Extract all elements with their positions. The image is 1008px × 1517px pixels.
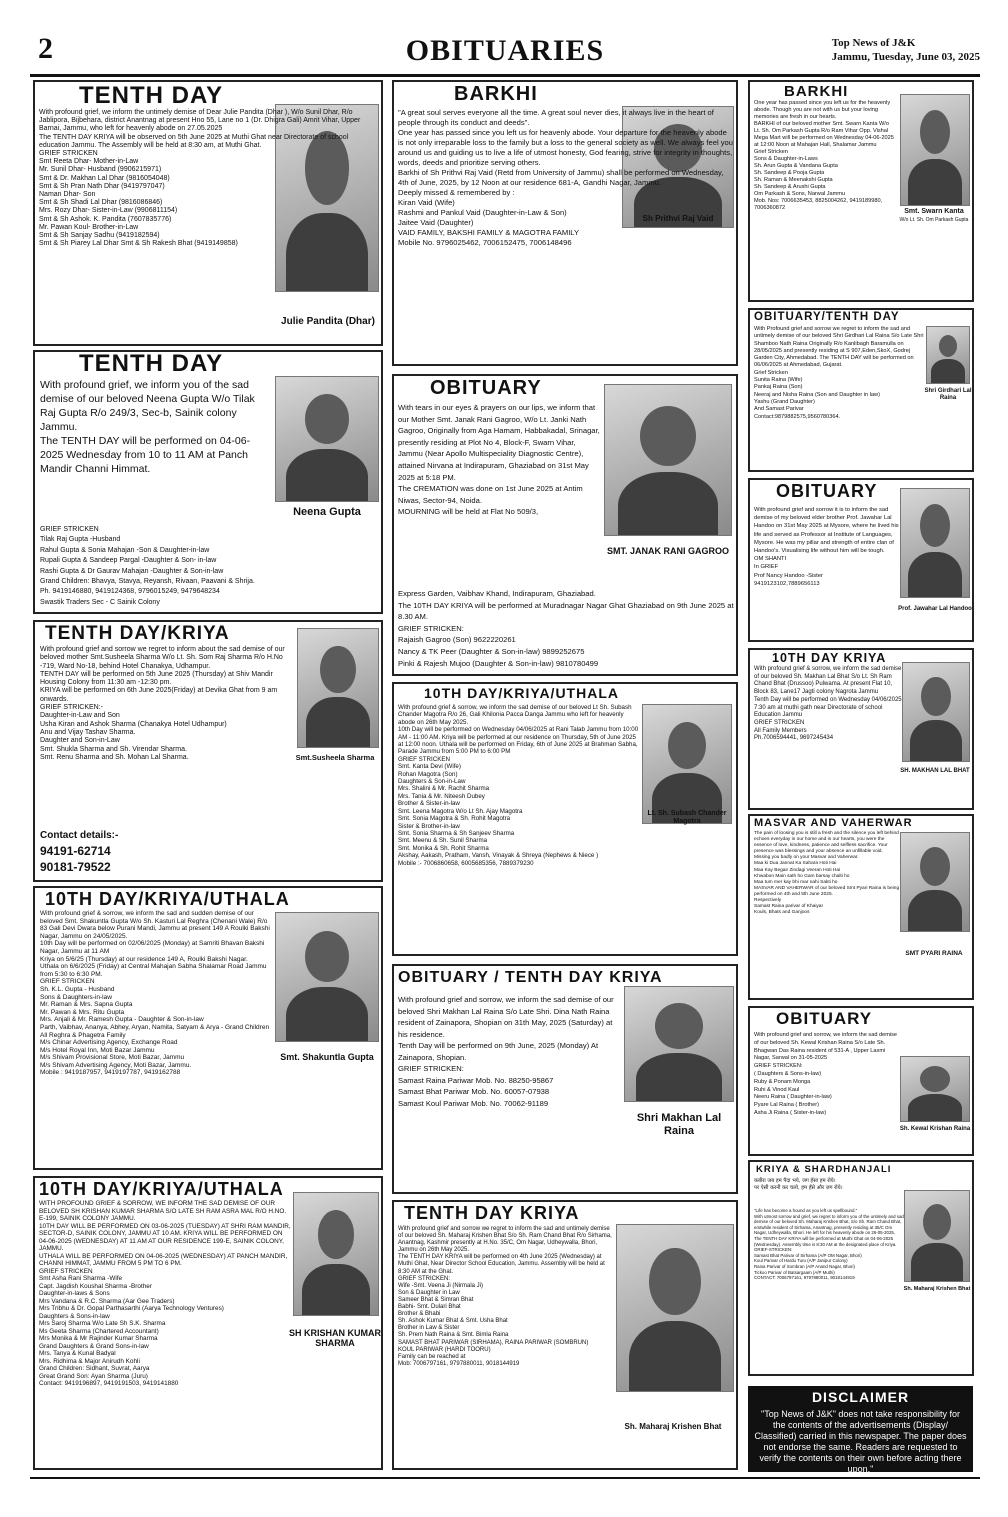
photo-caption: SMT PYARI RAINA	[905, 950, 963, 957]
ad-title: OBITUARY / TENTH DAY KRIYA	[398, 969, 663, 986]
ad-body: With Profound grief and sorrow we regret to inform the sad and untimely demise of our beloved Shri Girdhari Lal Raina S/o Late Shri Shamboo Nath Raina Originally R/o Kanlibagh Baramulla on 28/05/2025 and presently residing at S 907,Eden,SkoX, Godrej Garden City, Ahmedabad. The TENTH DAY will be performed on 06/06/2025 at Ahmedabad, Gujarat. Grief Stricken Sunita Raina (Wife) Pankaj Raina (Son) Neeraj and Nisha Raina (Son and Daughter in law) Yashu (Grand Daughter) And Samast Parivar Contact:9879882575,9560780364.	[754, 326, 924, 420]
ad-title: TENTH DAY KRIYA	[404, 1203, 580, 1223]
ad-title: 10TH DAY/KRIYA/UTHALA	[45, 889, 290, 909]
disclaimer-box	[748, 1386, 973, 1472]
ad-tenth-day-julie-pandita	[33, 80, 383, 346]
ad-body: With profound grief and sorrow we regret to inform the sad and untimely demise of our beloved Sh. Maharaj Krishen Bhat S/o Sh. Ram Chand Bhat R/o Sirhama, Anantnag, Kashmir presently at H.No. 35/C, Om Nagar, Udheywalla, Bhori, Jammu on 26th May 2025. The TENTH DAY KRIYA will be performed on 4th June 2025 (Wednesday) at Muthi Ghat, Near Director School Education, Jammu. Assembly will be held at 8:30 AM at the Ghat. GRIEF STRICKEN: Wife -Smt. Veena Ji (Nirmala Ji) Son & Daughter in Law Sameer Bhat & Simran Bhat Babhi- Smt. Dulari Bhat Brother & Bhabi Sh. Ashok Kumar Bhat & Smt. Usha Bhat Brother in Law & Sister Sh. Prem Nath Raina & Smt. Bimla Raina SAMAST BHAT PARIWAR (SIRHAMA), RAINA PARIWAR (SOMBRUN) KOUL PARIWAR (HARDI TOORU) Family can be reached at Mob: 7006797161, 9797880011, 9018144919	[398, 1226, 612, 1367]
ad-body: With profound grief & sorrow, we inform the sad and sudden demise of our beloved Smt. Shakuntla Gupta W/o Sh. Kasturi Lal Reghra (Chenani Wale) R/o 83 Gali Devi Dwara below Purani Mandi, Jammu at present 149 A Roulki Bakshi Nagar, Jammu on 24/05/2025. 10th Day will be performed on 02/06/2025 (Monday) at Samriti Bhavan Bakshi Nagar, Jammu at 11 AM Kriya on 5/6/25 (Thursday) at our residence 149 A, Roulki Bakshi Nagar. Uthala on 6/6/2025 (Friday) at Central Mahajan Sabha Shalamar Road Jammu from 5:30 to 6:30 PM. GRIEF STRICKEN Sh. K.L. Gupta - Husband Sons & Daughters-in-law Mr. Raman & Mrs. Sapna Gupta Mr. Pawan & Mrs. Ritu Gupta Mrs. Anjali & Mr. Ramesh Gupta - Daughter & Son-in-law Parth, Vaibhav, Ananya, Abhey, Aryan, Namita, Satyam & Arya - Grand Children All Reghra & Phagetra Family M/s Chinar Advertising Agency, Exchange Road M/s Hotel Royal Inn, Moti Bazar Jammu M/s Shivam Provisional Store, Moti Bazar, Jammu M/s Shivam Advertising Agency, Moti Bazar, Jammu. Mobile : 9419187957, 9419197787, 9419162788	[40, 910, 270, 1077]
ad-10th-day-kriya-uthala-subash-chander-magotra	[392, 682, 738, 956]
portrait-photo	[616, 1224, 734, 1392]
hindi-verse: कबीरा जब हम पैदा भये, जग हँसा हम रोये। पर ऐसी करनी कर चलो, हम हँसे और जग रोये।	[754, 1178, 843, 1191]
brand-block	[832, 36, 980, 64]
ad-title: TENTH DAY	[79, 82, 224, 109]
masthead	[30, 30, 980, 74]
ad-tenth-day-neena-gupta	[33, 350, 383, 614]
ad-body: With profound grief, we inform the untimely demise of Dear Julie Pandita (Dhar ), W/o Sunil Dhar, R/o Jablipora, Bijbehara, district Anantnag at present Hno 55, Lane no 1 (Dr. Dhigra Gali) Amrit Vihar, Upper Barnai, Jammu, who left for heavenly abode on 27.05.2025 The TENTH DAY KRIYA will be observed on 5th June 2025 at Muthi Ghat near Directorate of school education Jammu. The Assembly will be held at 8:30 am, at Muthi Ghat. GRIEF STRICKEN Smt Reeta Dhar- Mother-in-Law Mr. Sunil Dhar- Husband (9906215971) Smt & Dr. Makhan Lal Dhar (9816054048) Smt & Sh Pran Nath Dhar (9419797047) Naman Dhar- Son Smt & Sh Shadi Lal Dhar (9816086846) Mrs. Rozy Dhar- Sister-in-Law (9906811154) Smt & Sh Ashok. K. Pandita (7607835776) Mr. Pawan Koul- Brother-in-Law Smt & Sh Sanjay Sadhu (9419182594) Smt & Sh Piarey Lal Dhar Smt & Sh Rakesh Bhat (9419149858)	[39, 109, 361, 248]
portrait-photo	[604, 384, 732, 536]
portrait-photo	[297, 628, 379, 748]
contact-phone: 94191-62714	[40, 844, 111, 858]
ad-title: 10TH DAY/KRIYA/UTHALA	[39, 1179, 284, 1199]
contact-phone: 90181-79522	[40, 860, 111, 874]
portrait-photo	[624, 986, 734, 1102]
ad-body: With profound grief and sorrow we regret to inform about the sad demise of our beloved mother Smt.Susheela Sharma W/o Lt. Sh. Som Raj Sharma R/o H.No -719, Ward No-18, behind Hotel Chanakya, Udhampur. TENTH DAY will be performed on 5th June 2025 (Thursday) at Shiv Mandir Housing Colony from 11:30 am -12:30 pm. KRIYA will be performed on 6th June 2025(Friday) at Devika Ghat from 9 am onwards. GRIEF STRICKEN:- Daughter-in-Law and Son Usha Kiran and Ashok Sharma (Chanakya Hotel Udhampur) Anu and Vijay Tashav Sharma. Daughter and Son-in-Law Smt. Shukla Sharma and Sh. Virendar Sharma. Smt. Renu Sharma and Sh. Mohan Lal Sharma.	[40, 646, 285, 761]
portrait-photo	[275, 376, 379, 502]
ad-body: With profound grief & sorrow, we inform the sad demise of our beloved Lt Sh. Subash Chander Magotra R/o 26, Gali Khilonia Pacca Danga Jammu who left for heavenly abode on 26th May 2025. 10th Day will be performed on Wednesday 04/06/2025 at Rani Talab Jammu from 10:00 AM - 11:00 AM. Kriya will be performed at our residence on Thursday, 5th of June 2025 at 12:00 noon. Uthala will be performed on Friday, 6th of June 2025 at Brahman Sabha, Parade Jammu from 5:00 PM to 6:00 PM GRIEF STRICKEN Smt. Kanta Devi (Wife) Rohan Magotra (Son) Daughters & Son-in-Law Mrs. Shalini & Mr. Rachit Sharma Mrs. Tania & Mr. Niteesh Dubey Brother & Sister-in-law Smt. Leena Magotra W/o Lt Sh. Ajay Magotra Smt. Sonia Magotra & Sh. Rohit Magotra Sister & Brother-in-law Smt. Sonia Sharma & Sh Sanjeev Sharma Smt. Meenu & Sh. Sunil Sharma Smt. Monika & Sh. Rohit Sharma Akshay, Aakash, Pratham, Vansh, Vinayak & Shreya (Nephews & Niece ) Mobile :- 7006860658, 6005685356, 7889379230	[398, 704, 639, 867]
photo-caption: Prof. Jawahar Lal Handoo	[898, 606, 972, 612]
ad-body-continued: Express Garden, Vaibhav Khand, Indirapuram, Ghaziabad. The 10TH DAY KRIYA will be performed at Muradnagar Nagar Ghat Ghaziabad on 9th June 2025 at 8.30 AM. GRIEF STRICKEN: Rajaish Gagroo (Son) 9622220261 Nancy & TK Peer (Daughter & Son-in-law) 9899252675 Pinki & Rajesh Mujoo (Daughter & Son-in-law) 9810780499	[398, 589, 734, 668]
ad-obituary-jawahar-lal-handoo	[748, 478, 974, 642]
ad-body: WITH PROFOUND GRIEF & SORROW, WE INFORM THE SAD DEMISE OF OUR BELOVED SH KRISHAN KUMAR SHARMA S/O LATE SH RAM ASRA MAL R/O H.NO. E-199, SAINIK COLONY JAMMU. 10TH DAY WILL BE PERFORMED ON 03-06-2025 (TUESDAY) AT SHRI RAM MANDIR, SECTOR-D, SAINIK COLONY, JAMMU AT 10 AM. KRIYA WILL BE PERFORMED ON 04-06-2025 (WEDNESDAY) AT 11 AM AT OUR RESIDENCE 199-E, SAINIK COLONY, JAMMU. UTHALA WILL BE PERFORMED ON 04-06-2025 (WEDNESDAY) AT PANCH MANDIR, CHANNI HIMMAT, JAMMU FROM 5 PM TO 6 PM. GRIEF STRICKEN Smt Asha Rani Sharma -Wife Capt. Jagdish Koushal Sharma -Brother Daughter-in-laws & Sons Mrs Vandana & R.C. Sharma (Aar Gee Traders) Mrs Tribhu & Dr. Gopal Parthasarthi (Aarya Technology Ventures) Daughters & Sons-in-law Mrs Saroj Sharma W/o Late Sh S.K. Sharma Ms Geeta Sharma (Chartered Accountant) Mrs Monika & Mr Rajinder Kumar Sharma Grand Daughters & Grand Sons-in-law Mrs. Tanya & Kunal Badyal Mrs. Ridhima & Major Anirudh Kohli Grand Children: Sidhant, Suvrat, Aarya Great Grand Son: Ayan Sharma (Juru) Contact: 9419196897, 9419191503, 9419141880	[39, 1200, 291, 1387]
photo-caption: Lt. Sh. Subash Chander Magotra	[647, 810, 727, 826]
ad-title: 10TH DAY KRIYA	[772, 651, 887, 665]
photo-caption: Smt. Swarn Kanta	[904, 208, 964, 215]
portrait-photo	[900, 94, 970, 206]
ad-body: One year has passed since you left us for the heavenly abode. Though you are not with us but your loving memories are fresh in our hearts. BARKHI of our beloved mother Smt. Swarn Kanta W/o Lt. Sh. Om Parkash Gupta R/o Ram Vihar Opp. Vishal Mega Mart will be performed on Wednesday 04-06-2025 at 12:00 Noon at Mahajan Hall, Shalamar Jammu Grief Stricken Sons & Daughter-in-Laws Sh. Arun Gupta & Vandana Gupta Sh. Sandeep & Pooja Gupta Sh. Raman & Meenakshi Gupta Sh. Sandeep & Arushi Gupta Om Parkash & Sons, Narwal Jammu Mob. Nos: 7006635453, 8825004262, 9419189980, 7006360872	[754, 100, 894, 211]
disclaimer-title: DISCLAIMER	[811, 1389, 910, 1405]
photo-caption: Sh Prithvi Raj Vaid	[642, 214, 714, 223]
portrait-photo	[904, 1190, 970, 1282]
dateline: Jammu, Tuesday, June 03, 2025	[831, 51, 980, 63]
portrait-photo	[275, 912, 379, 1042]
portrait-photo	[900, 488, 970, 598]
contact-details	[40, 830, 118, 874]
ad-obituary-tenth-day-kriya-makhan-lal-raina	[392, 964, 738, 1194]
ad-body: With profound grief and sorrow it is to inform the sad demise of my beloved elder brother Prof. Jawahar Lal Handoo on 31st May 2025 at Mysore, where he lived his life and served as Professor at Institute of Languages, Mysore. He was my pillar and strength of entire clan of Handoo's. Visualising life without him will be tough. OM SHANTI In GRIEF Prof Nancy Handoo -Sister 9419123102,7889656113	[754, 507, 899, 587]
section-title: OBITUARIES	[405, 34, 605, 67]
ad-body: "A great soul serves everyone all the time. A great soul never dies, it always live in the heart of people through its conduct and deeds". One year has passed since you left us for heavenly abode. Your departure for the heavenly abode is not only irreparable loss to the family but a loss to the general society as well. We always feel you around us and guiding us to live a life of utmost honesty, God fearing, strive for integrity in thoughts, words, deeds and prioritize serving others. Barkhi of Sh Prithvi Raj Vaid (Retd from University of Jammu) shall be performed on Wednesday, 4th of June, 2025, by 12 Noon at our residence 681-A, Gandhi Nagar, Jammu. Deeply missed & remembered by : Kiran Vaid (Wife) Rashmi and Pankul Vaid (Daughter-in-Law & Son) Jaitee Vaid (Daughter) VAID FAMILY, BAKSHI FAMILY & MAGOTRA FAMILY Mobile No. 9796025462, 7006152475, 7006148496	[398, 108, 733, 247]
ad-obituary-kewal-krishan-raina	[748, 1006, 974, 1156]
portrait-photo	[293, 1192, 379, 1316]
ad-body: With profound grief and sorrow, we inform the sad demise of our beloved Sh. Kewal Krishan Raina S/o Late Sh. Bhagwan Das Raina resident of 531-A , Upper Laxmi Nagar, Sarwal on 31-05-2025 GRIEF STRICKEN: ( Daughters & Sons-in-law) Ruby & Ponam Monga Ruhi & Vinod Kaul Neeru Raina ( Daughter-in-law) Pyare Lal Raina ( Brother) Asha Ji Raina ( Sister-in-law)	[754, 1032, 898, 1116]
photo-caption: Sh. Kewal Krishan Raina	[899, 1126, 971, 1132]
ad-title: MASVAR AND VAHERWAR	[754, 817, 913, 829]
photo-caption: Julie Pandita (Dhar)	[281, 316, 375, 327]
page-number: 2	[38, 32, 53, 65]
disclaimer-text: "Top News of J&K" does not take responsibility for the contents of the advertisements (Display/ Classified) carried in this newspaper. The paper does not endorse the same. Readers are requested to verify the contents on their own before acting there upon."	[754, 1409, 967, 1474]
ad-barkhi-swarn-kanta	[748, 80, 974, 302]
photo-caption: SH. MAKHAN LAL BHAT	[900, 768, 970, 774]
portrait-photo	[902, 662, 970, 762]
brand-name: Top News of J&K	[831, 37, 916, 49]
ad-title: OBITUARY	[776, 481, 878, 501]
photo-caption: Smt.Susheela Sharma	[295, 753, 375, 762]
photo-caption: Shri Girdhari Lal Raina	[924, 388, 972, 401]
ad-title: BARKHI	[454, 83, 538, 105]
ad-10th-day-kriya-makhan-lal-bhat	[748, 648, 974, 810]
portrait-photo	[642, 704, 732, 824]
ad-obituary-janak-rani-gagroo	[392, 374, 738, 676]
ad-title: TENTH DAY/KRIYA	[45, 623, 230, 644]
ad-title: TENTH DAY	[79, 350, 224, 377]
contact-label: Contact details:-	[40, 830, 119, 841]
ad-body-family: GRIEF STRICKEN Tilak Raj Gupta -Husband Rahul Gupta & Sonia Mahajan -Son & Daughter-in-law Rupali Gupta & Sandeep Pargal -Daughter & Son- in-law Rashi Gupta & Dr Gaurav Mahajan -Daughter & Son-in-law Grand Children: Bhavya, Stavya, Reyansh, Rivaan, Paavani & Shrija. Ph. 9419146880, 9419124368, 9796015249, 9479648234 Swastik Traders Sec - C Sainik Colony	[40, 526, 255, 606]
photo-caption: Sh. Maharaj Krishen Bhat	[903, 1286, 971, 1292]
photo-caption: Shri Makhan Lal Raina	[636, 1112, 722, 1137]
ad-title: BARKHI	[784, 83, 849, 100]
header-rule	[30, 74, 980, 77]
ad-obituary-tenth-day-girdhari-lal-raina	[748, 308, 974, 472]
ad-title: OBITUARY	[776, 1009, 873, 1028]
ad-title: 10TH DAY/KRIYA/UTHALA	[424, 685, 619, 701]
portrait-photo	[900, 1056, 970, 1122]
ad-body: With tears in our eyes & prayers on our lips, we inform that our Mother Smt. Janak Rani Gagroo, W/o Lt. Janki Nath Gagroo, Originally from Aga Hamam, Habbakadal, Srinagar, presently residing at Plot No 4, Block-F, Swarn Vihar, Jammu (Near Apollo Multispeciality Diagnostic Centre), attained Nirvana at Indirapuram, Ghaziabad on 31st May 2025 at 5:18 PM. The CREMATION was done on 1st June 2025 at Antim Niwas, Sector-94, Noida. MOURNING will be held at Flat No 509/3,	[398, 403, 600, 517]
photo-caption: Neena Gupta	[293, 506, 361, 518]
ad-title: OBITUARY	[430, 377, 542, 399]
ad-body: "Life has become a hound as you left us spellbound." With utmost sorrow and grief, we regret to inform you of the untimely and sad demise of our beloved Sh. Maharaj Krishen Bhat, S/o Sh. Ram Chand Bhat, erstwhile resident of Sirhama, Anantnag, presently residing at 35/C Om Nagar, Udheywalla, Bhori. He left for his heavenly abode on 26-05-2025. The TENTH DAY KRIYA will be performed at Muthi Ghat on 04-06-2025 (Wednesday). Assembly time is 8:30 AM at the designated place of Kriya. GRIEF-STRICKEN: Samast Bhat Parivar of Sirhama (A/P OM Nagar, Bhori) Koul Parivar of Hardu Turu (A/P Janipur Colony) Raina Parivar of Sombran (A/P Anand Nagar, Bhori) Tickoo Parivar of Batsargaam (A/P Muthi) CONTACT: 7006797161, 9797880011, 9018144919	[754, 1208, 904, 1281]
ad-body: With profound grief & sorrow, we inform the sad demise of our beloved Sh. Makhan Lal Bhat S/o Lt. Sh Ram Chand Bhat (Drussoo) Pulwama. At present Flat 10, Block 83, Lane17 Jagti colony Nagrota Jammu Tenth Day will be performed on Wednesday 04/06/2025 7:30 am at muthi gath near Directorate of school Education Jammu GRIEF STRICKEN All Family Members Ph.7006594441, 9697245434	[754, 666, 902, 742]
ad-body: With profound grief, we inform you of the sad demise of our beloved Neena Gupta W/o Tilak Raj Gupta R/o 249/3, Sec-b, Sainik colony Jammu. The TENTH DAY will be performed on 04-06-2025 Wednesday from 10 to 11 AM at Panch Mandir Channi Himmat.	[40, 379, 255, 475]
ad-tenth-day-kriya-maharaj-krishen-bhat	[392, 1200, 738, 1470]
ad-title: KRIYA & SHARDHANJALI	[756, 1164, 892, 1175]
photo-caption: Sh. Maharaj Krishen Bhat	[624, 1422, 722, 1431]
footer-rule	[30, 1477, 980, 1479]
ad-body: The pain of loosing you is still a fresh and the silence you left behind echoes everyday in our home and in our hearts, you were the essence of love, kindness, patience and selfless sacrifice. Your presence was blessings and your absence an unfillable void. Missing you badly on your Masvar and Vaherwar. Maa ki Dua Jannat Ka Sahara Hoti Hai Maa Kay Begair Zindagi Veeran Hoti Hai Khwabon Main sath ho Gam barsay chalti ho Maa tum mer kay bhi mar nahi Sakti ho MASVAR AND VAHERWAR of our beloved Smt Pyari Raina is being performed on 4th and 5th June 2025. Respectively Samast Raina parivar of Khaiyar Kouls, Bhats and Ganjoos	[754, 831, 900, 916]
ad-10th-day-kriya-uthala-shakuntla-gupta	[33, 886, 383, 1170]
photo-caption: Smt. Shakuntla Gupta	[280, 1052, 374, 1062]
ad-10th-day-kriya-uthala-krishan-kumar-sharma	[33, 1176, 383, 1470]
photo-caption: SMT. JANAK RANI GAGROO	[606, 546, 729, 556]
photo-caption: SH KRISHAN KUMAR SHARMA	[289, 1328, 381, 1349]
ad-masvar-vaherwar-pyari-raina	[748, 814, 974, 1000]
ad-barkhi-prithvi-raj-vaid	[392, 80, 738, 366]
ad-tenth-day-kriya-susheela-sharma	[33, 620, 383, 882]
portrait-photo	[900, 832, 970, 932]
portrait-photo	[926, 326, 970, 384]
photo-subcaption: W/o Lt. Sh. Om Parkash Gupta	[899, 217, 969, 223]
ad-title: OBITUARY/TENTH DAY	[754, 311, 900, 323]
ad-body: With profound grief and sorrow, we inform the sad demise of our beloved Shri Makhan Lal Raina S/o Late Shri. Dina Nath Raina resident of Zainapora, Shopian on 31th May, 2025 (Saturday) at his residence. Tenth Day will be performed on 9th June, 2025 (Monday) At Zainapora, Shopian. GRIEF STRICKEN: Samast Raina Pariwar Mob. No. 88250-95867 Samast Bhat Pariwar Mob. No. 60057-07938 Samast Koul Pariwar Mob. No. 70062-91189	[398, 995, 614, 1108]
ad-kriya-shardhanjali-maharaj-krishen-bhat	[748, 1160, 974, 1376]
